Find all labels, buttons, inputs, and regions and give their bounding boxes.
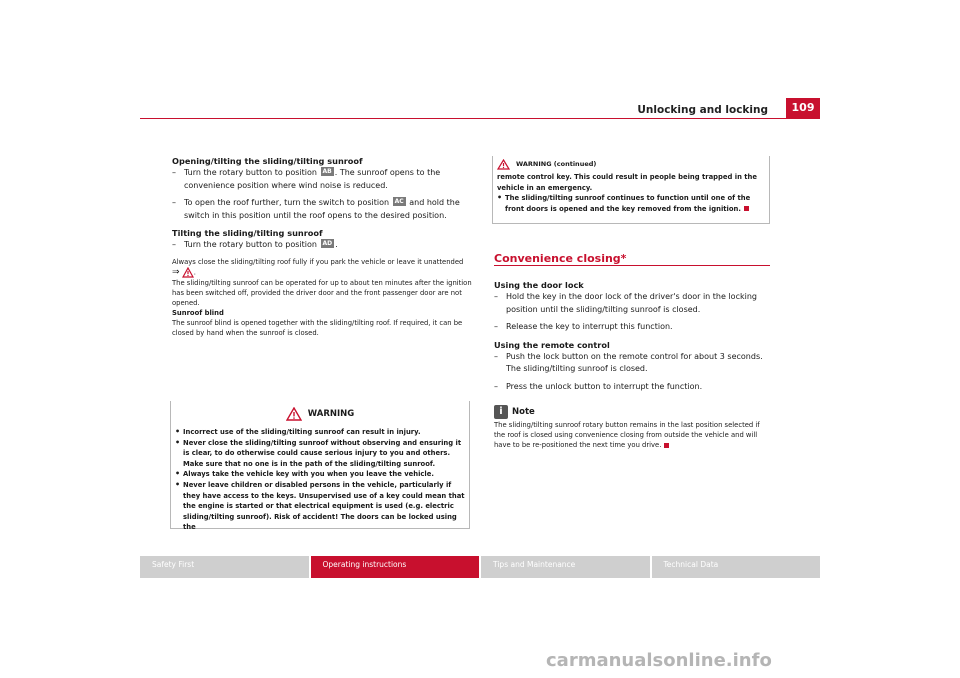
warning-title: WARNING bbox=[175, 401, 465, 427]
opening-heading: Opening/tilting the sliding/tilting sunroof bbox=[172, 156, 363, 166]
warning-bullet: • The sliding/tilting sunroof continues to function until one of the front doors is opened and the key removed from the ignition. bbox=[497, 193, 751, 213]
step-door-1: – Hold the key in the door lock of the driver's door in the locking position until the sliding/tilting sunroof is closed. bbox=[494, 292, 757, 314]
warning-box bbox=[170, 401, 470, 532]
step-remote-1: – Push the lock button on the remote control for about 3 seconds. The sliding/tilting sunroof is closed. bbox=[494, 352, 763, 374]
warning-triangle-icon bbox=[182, 267, 194, 278]
warning-continued-box bbox=[492, 156, 770, 224]
operation-time-text: The sliding/tilting sunroof can be operated for up to about ten minutes after the ignition has been switched off, provided the driver door and the front passenger door are not opened. bbox=[172, 278, 472, 307]
watermark: carmanualsonline.info bbox=[546, 650, 772, 671]
header-rule bbox=[140, 118, 820, 119]
warning-continued-text: remote control key. This could result in people being trapped in the vehicle in an emergency. bbox=[497, 173, 757, 192]
end-marker-icon bbox=[664, 443, 669, 448]
warning-triangle-icon bbox=[286, 407, 302, 421]
footer-tab-safety[interactable]: Safety First bbox=[140, 556, 309, 578]
position-c-badge: AC bbox=[394, 198, 404, 206]
position-b-badge: AB bbox=[322, 168, 332, 176]
warning-bullet: • Incorrect use of the sliding/tilting sunroof can result in injury. bbox=[175, 427, 421, 436]
section-rule bbox=[494, 265, 770, 266]
warning-continued-title: WARNING (continued) bbox=[497, 156, 765, 172]
warning-bullet: • Never close the sliding/tilting sunroof without observing and ensuring it is clear, to do otherwise could cause serious injury to you and others. Make sure that no one is in the path of the sliding/tilting sunroof. bbox=[175, 437, 462, 468]
note-text: The sliding/tilting sunroof rotary button remains in the last position selected if the roof is closed using convenience closing from outside the vehicle and will have to be re-positioned the next time you drive. bbox=[494, 421, 760, 450]
step-door-2: – Release the key to interrupt this function. bbox=[494, 322, 673, 332]
footer-tab-technical[interactable]: Technical Data bbox=[652, 556, 821, 578]
sunroof-blind-text: The sunroof blind is opened together with the sliding/tilting roof. If required, it can be closed by hand when the sunroof is closed. bbox=[172, 318, 463, 337]
sunroof-blind-heading: Sunroof blind bbox=[172, 308, 224, 317]
warning-bullet: • Always take the vehicle key with you when you leave the vehicle. bbox=[175, 469, 434, 479]
step-open-2: – To open the roof further, turn the switch to position AC and hold the switch in this position until the roof opens to the desired position. bbox=[172, 198, 460, 220]
door-lock-heading: Using the door lock bbox=[494, 280, 584, 290]
step-open-1: – Turn the rotary button to position AB . The sunroof opens to the convenience position where wind noise is reduced. bbox=[172, 168, 441, 190]
note-icon: i bbox=[494, 405, 508, 419]
position-d-badge: AD bbox=[322, 240, 333, 248]
footer-tab-tips[interactable]: Tips and Maintenance bbox=[481, 556, 650, 578]
cross-ref-arrow: ⇒ bbox=[172, 267, 180, 278]
step-tilt: – Turn the rotary button to position AD . bbox=[172, 240, 338, 250]
warning-bullet: • Never leave children or disabled persons in the vehicle, particularly if they have access to the keys. Unsupervised use of a key could mean that the engine is started or that electrical equipment is used (e.g. electric sliding/tilting sunroof). Risk of accident! The doors can be locked using the bbox=[175, 479, 465, 532]
page-number: 109 bbox=[786, 98, 820, 118]
step-remote-2: – Press the unlock button to interrupt the function. bbox=[494, 381, 703, 391]
left-column bbox=[172, 155, 472, 338]
footer-nav bbox=[140, 556, 820, 578]
warning-triangle-icon bbox=[497, 159, 510, 170]
section-heading: Convenience closing* bbox=[494, 252, 627, 265]
footer-tab-operating[interactable]: Operating instructions bbox=[311, 556, 480, 578]
note-title: i Note bbox=[494, 405, 770, 419]
right-column bbox=[494, 279, 770, 450]
tilting-heading: Tilting the sliding/tilting sunroof bbox=[172, 228, 323, 239]
header-title: Unlocking and locking bbox=[637, 104, 768, 116]
end-marker-icon bbox=[744, 206, 749, 211]
close-roof-text: Always close the sliding/tilting roof fully if you park the vehicle or leave it unattended ⇒ . bbox=[172, 257, 464, 278]
remote-heading: Using the remote control bbox=[494, 339, 610, 350]
